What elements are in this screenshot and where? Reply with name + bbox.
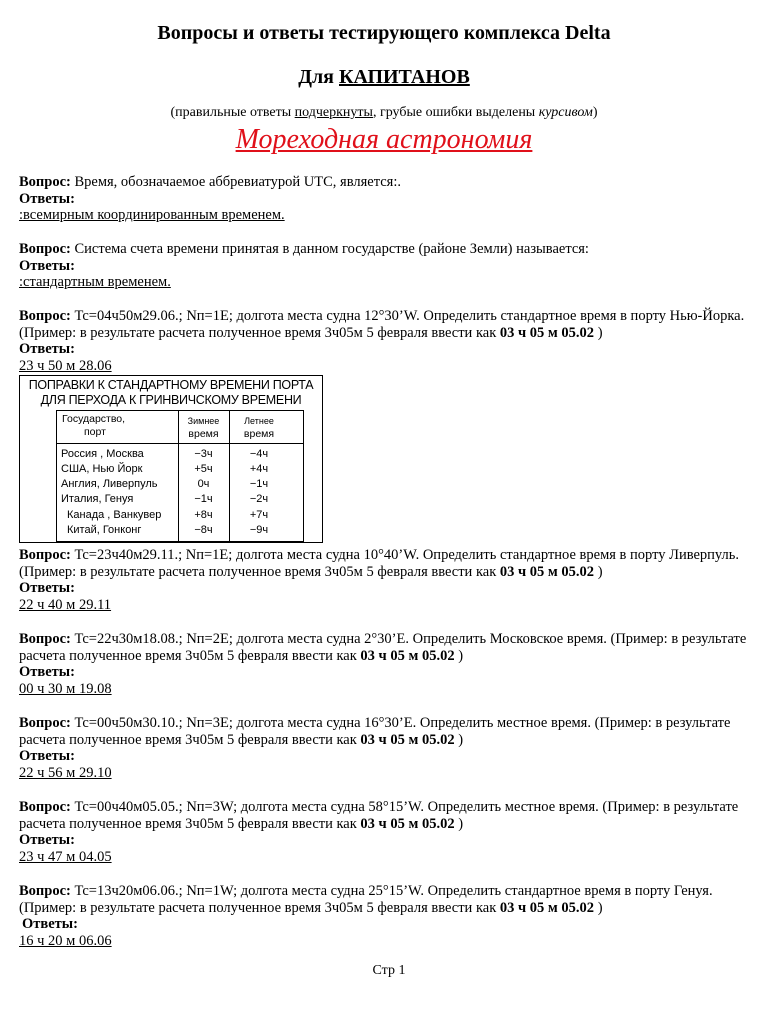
answer-format-example: 03 ч 05 м 05.02 <box>499 324 595 341</box>
answer-format-example: 03 ч 05 м 05.02 <box>360 731 455 748</box>
row-place: Россия , Москва <box>61 448 144 460</box>
row-place: Канада , Ванкувер <box>67 509 162 521</box>
table-grid <box>56 410 304 542</box>
question-label: Вопрос: <box>19 308 71 324</box>
answers-label: Ответы: <box>19 832 75 849</box>
row-summer: −1ч <box>249 478 269 490</box>
question-text: Tc=13ч20м06.06.; Nп=1W; долгота места судна 25°15’W. Определить стандартное время в порту Генуя. (Пример: в результате расчета полученное время 3ч05м 5 февраля ввести как <box>19 883 713 916</box>
header-summer: Летнее время <box>243 416 275 440</box>
page-title: Вопросы и ответы тестирующего комплекса Delta <box>157 22 611 44</box>
question-block-6: Вопрос: Tc=00ч50м30.10.; Nп=3E; долгота места судна 16°30’E. Определить местное время. (Пример: в результате расчета полученное время 3ч05м 5 февраля ввести как 03 ч 05 м 05.02 ) Ответы: 22 ч 56 м 29.10 <box>19 715 754 781</box>
question-text: Tc=00ч40м05.05.; Nп=3W; долгота места судна 58°15’W. Определить местное время. (Пример: в результате расчета полученное время 3ч05м 5 февраля ввести как <box>19 799 739 832</box>
question-text: Tc=23ч40м29.11.; Nп=1E; долгота места судна 10°40’W. Определить стандартное время в порту Ливерпуль. (Пример: в результате расчета полученное время 3ч05м 5 февраля ввести как <box>19 547 739 580</box>
correct-answer: 00 ч 30 м 19.08 <box>19 680 112 697</box>
question-block-1 <box>19 174 754 224</box>
question-block-8: Вопрос: Tc=13ч20м06.06.; Nп=1W; долгота места судна 25°15’W. Определить стандартное время в порту Генуя. (Пример: в результате расчета полученное время 3ч05м 5 февраля ввести как 03 ч 05 м 05.02 ) Ответы: 16 ч 20 м 06.06 <box>19 883 754 949</box>
row-winter: +5ч <box>194 463 213 475</box>
row-winter: 0ч <box>197 478 210 490</box>
row-summer: +7ч <box>249 509 269 521</box>
question-label: Вопрос: <box>19 241 71 257</box>
row-place: Китай, Гонконг <box>67 524 142 536</box>
question-label: Вопрос: <box>19 547 71 563</box>
question-label: Вопрос: <box>19 883 71 899</box>
row-winter: +8ч <box>194 509 213 521</box>
question-block-7: Вопрос: Tc=00ч40м05.05.; Nп=3W; долгота места судна 58°15’W. Определить местное время. (Пример: в результате расчета полученное время 3ч05м 5 февраля ввести как 03 ч 05 м 05.02 ) Ответы: 23 ч 47 м 04.05 <box>19 799 754 865</box>
table-title-line-2: ДЛЯ ПЕРХОДА К ГРИНВИЧСКОМУ ВРЕМЕНИ <box>40 393 302 407</box>
answers-label: Ответы: <box>19 341 75 358</box>
table-title-line-1: ПОПРАВКИ К СТАНДАРТНОМУ ВРЕМЕНИ ПОРТА <box>28 378 314 392</box>
question-text: Tc=22ч30м18.08.; Nп=2E; долгота места судна 2°30’E. Определить Московское время. (Пример: в результате расчета полученное время 3ч05м 5 февраля ввести как <box>19 631 747 664</box>
header-winter: Зимнее время <box>187 416 220 440</box>
legend-note <box>0 105 768 121</box>
correct-answer: :всемирным координированным временем. <box>19 207 285 224</box>
question-label: Вопрос: <box>19 631 71 647</box>
row-winter: −8ч <box>194 524 213 536</box>
row-place: США, Нью Йорк <box>61 463 143 475</box>
answers-label: Ответы: <box>19 580 75 597</box>
answer-format-example: 03 ч 05 м 05.02 <box>499 899 595 916</box>
answers-label: Ответы: <box>19 664 75 681</box>
answers-label: Ответы: <box>19 190 75 207</box>
question-block-4: Вопрос: Tc=23ч40м29.11.; Nп=1E; долгота места судна 10°40’W. Определить стандартное время в порту Ливерпуль. (Пример: в результате расчета полученное время 3ч05м 5 февраля ввести как 03 ч 05 м 05.02 ) Ответы: 22 ч 40 м 29.11 <box>19 547 754 613</box>
page-number: Стр 1 <box>372 963 406 978</box>
question-label: Вопрос: <box>19 799 71 815</box>
row-summer: −2ч <box>249 493 269 505</box>
correct-answer: :стандартным временем. <box>19 274 171 291</box>
correct-answer: 22 ч 40 м 29.11 <box>19 596 112 613</box>
note-close: ) <box>592 105 598 120</box>
question-label: Вопрос: <box>19 715 71 731</box>
answers-label: Ответы: <box>19 748 75 765</box>
question-text: Время, обозначаемое аббревиатурой UTC, является:. <box>70 174 401 190</box>
row-summer: −9ч <box>249 524 269 536</box>
subtitle-audience: КАПИТАНОВ <box>339 66 470 88</box>
row-place: Англия, Ливерпуль <box>61 478 158 490</box>
question-text: Система счета времени принятая в данном государстве (районе Земли) называется: <box>70 241 589 257</box>
answers-label: Ответы: <box>19 257 75 274</box>
correct-answer: 22 ч 56 м 29.10 <box>19 764 112 781</box>
correct-answer: 23 ч 47 м 04.05 <box>19 848 112 865</box>
answers-label: Ответы: <box>22 916 78 933</box>
question-text: Tc=04ч50м29.06.; Nп=1E; долгота места судна 12°30’W. Определить стандартное время в порту Нью-Йорка. (Пример: в результате расчета полученное время 3ч05м 5 февраля ввести как <box>19 308 745 341</box>
note-mid: , грубые ошибки выделены <box>372 105 539 120</box>
header-divider <box>57 443 303 444</box>
row-winter: −3ч <box>194 448 213 460</box>
question-block-5: Вопрос: Tc=22ч30м18.08.; Nп=2E; долгота места судна 2°30’E. Определить Московское время. (Пример: в результате расчета полученное время 3ч05м 5 февраля ввести как 03 ч 05 м 05.02 ) Ответы: 00 ч 30 м 19.08 <box>19 631 754 697</box>
page-subtitle <box>0 66 768 89</box>
time-correction-table <box>19 375 323 543</box>
note-open: (правильные ответы <box>170 105 295 120</box>
answer-format-example: 03 ч 05 м 05.02 <box>360 647 455 664</box>
section-heading: Мореходная астрономия <box>235 124 533 155</box>
question-block-3: Вопрос: Tc=04ч50м29.06.; Nп=1E; долгота места судна 12°30’W. Определить стандартное время в порту Нью-Йорка. (Пример: в результате расчета полученное время 3ч05м 5 февраля ввести как 03 ч 05 м 05.02 ) Ответы: 23 ч 50 м 28.06 <box>19 308 754 374</box>
note-italic: курсивом <box>538 105 593 120</box>
subtitle-prefix: Для <box>298 66 339 88</box>
note-underlined: подчеркнуты <box>294 105 373 120</box>
answer-format-example: 03 ч 05 м 05.02 <box>499 563 595 580</box>
row-place: Италия, Генуя <box>61 493 134 505</box>
row-summer: +4ч <box>249 463 269 475</box>
question-block-2 <box>19 241 754 291</box>
question-label: Вопрос: <box>19 174 71 190</box>
row-summer: −4ч <box>249 448 269 460</box>
answer-format-example: 03 ч 05 м 05.02 <box>360 815 455 832</box>
header-country: Государство, порт <box>62 413 126 438</box>
correct-answer: 23 ч 50 м 28.06 <box>19 357 112 374</box>
row-winter: −1ч <box>194 493 213 505</box>
question-text: Tc=00ч50м30.10.; Nп=3E; долгота места судна 16°30’E. Определить местное время. (Пример: в результате расчета полученное время 3ч05м 5 февраля ввести как <box>19 715 731 748</box>
correct-answer: 16 ч 20 м 06.06 <box>19 932 112 949</box>
